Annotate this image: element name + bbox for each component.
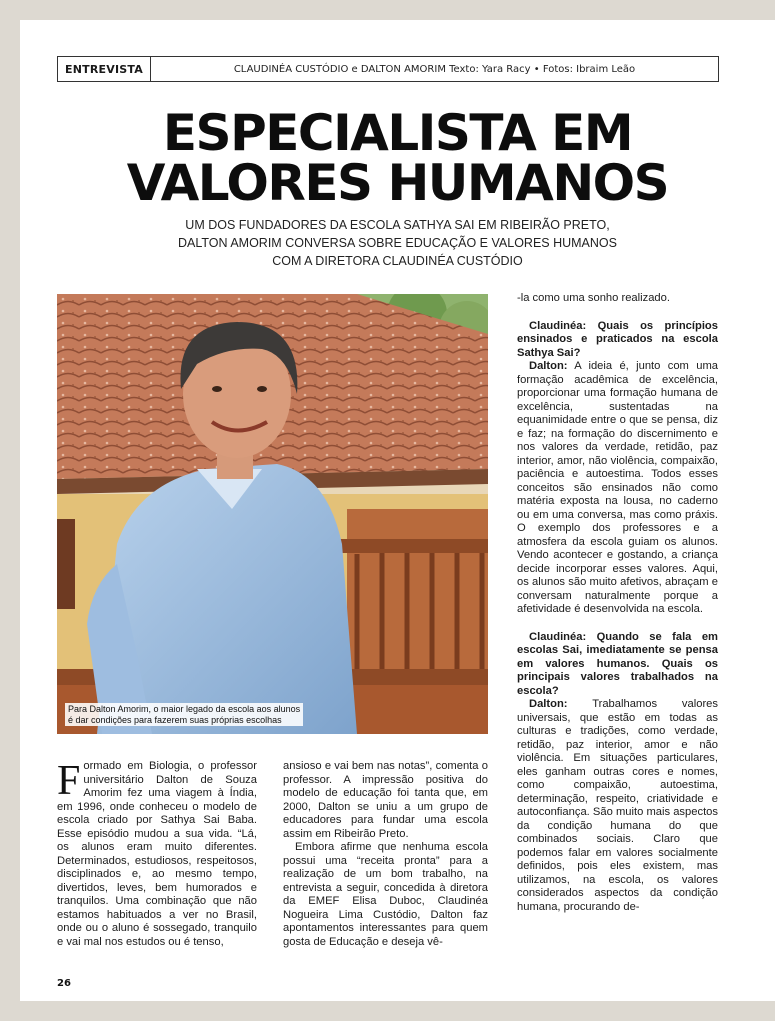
intro-text: ormado em Biologia, o professor universitário Dalton de Souza Amorim fez uma viagem à Índia, em 1996, onde conheceu o modelo de escola criado por Sathya Sai Baba. Esse episódio mudou a sua vida. “Lá, os alunos eram muito diferentes. Determinados, estudiosos, respeitosos, disciplinados e, ao mesmo tempo, divertidos, leves, bem humorados e tranquilos. Uma combinação que não estamos habituados a ver no Brasil, onde ou o aluno é sossegado, tranquilo e vai mal nos estudos ou é tenso,: [57, 760, 257, 948]
deck-line-1: UM DOS FUNDADORES DA ESCOLA SATHYA SAI EM RIBEIRÃO PRETO,: [185, 218, 610, 232]
answer-2-text: Trabalhamos valores universais, que estão em todas as culturas e tradições, como verdade, retidão, paz interior, amor e não violência. Em situações particulares, eles ganham outras cores e nomes, como compaixão, autoestima, determinação, respeito, criatividade e autoconfiança. São muito mais aspectos da condição humana do que combinados sociais. Claro que podemos falar em valores socialmente definidos, pois eles existem, mas utilizamos, na escola, os valores considerados aspectos da condição humana, procurando de-: [517, 698, 718, 913]
magazine-page: [20, 20, 775, 1001]
col2-paragraph-1: ansioso e vai bem nas notas”, comenta o professor. A impressão positiva do modelo de educação foi tanta que, em 2000, Dalton se uniu a um grupo de educadores para fundar uma escola assim em Ribeirão Preto.: [283, 760, 488, 840]
col2-paragraph-2: Embora afirme que nenhuma escola possui uma “receita pronta” para a realização de um bom trabalho, na entrevista a seguir, concedida à diretora da EMEF Elisa Duboc, Claudinéa Nogueira Lima Custódio, Dalton faz apontamentos interessantes para quem gosta de Educação e deseja vê-: [283, 841, 488, 948]
answer-1-text: A ideia é, junto com uma formação acadêmica de excelência, proporcionar uma formação humana de excelência, sustentadas na equanimidade entre o que se pensa, diz e faz; na formação do discernimento e nos valores da verdade, retidão, paz interior, amor, não violência, compaixão, paciência e autoestima. Todos esses conceitos são ensinados não como matéria exposta na lousa, no caderno ou em uma conversa, mas como práxis. O exemplo dos professores e a atmosfera da escola guiam os alunos. Vendo acontecer e gostando, a criança decide incorporar esses valores. Aqui, os alunos são muito afetivos, abraçam e conversam naturalmente porque a afetividade é desenvolvida na escola.: [517, 360, 718, 615]
credits-line: CLAUDINÉA CUSTÓDIO e DALTON AMORIM Texto: Yara Racy • Fotos: Ibraim Leão: [233, 63, 636, 75]
deck-line-2: DALTON AMORIM CONVERSA SOBRE EDUCAÇÃO E VALORES HUMANOS: [178, 236, 617, 250]
answer-2: [517, 698, 718, 914]
section-header: [57, 56, 719, 82]
headline-line-1: ESPECIALISTA EM: [162, 104, 633, 162]
page-number: 26: [57, 978, 71, 989]
deck-line-3: COM A DIRETORA CLAUDINÉA CUSTÓDIO: [272, 254, 523, 268]
body-column-2: [283, 760, 488, 949]
section-label: ENTREVISTA: [58, 57, 151, 81]
photo-caption: [65, 703, 303, 726]
answer-2-speaker: Dalton:: [529, 698, 568, 710]
col3-continuation: -la como uma sonho realizado.: [517, 292, 670, 304]
answer-1: [517, 360, 718, 617]
caption-line-2: é dar condições para fazerem suas próprias escolhas: [68, 714, 282, 725]
caption-line-1: Para Dalton Amorim, o maior legado da escola aos alunos: [68, 704, 301, 714]
headline: [20, 104, 775, 212]
intro-paragraph: [57, 760, 257, 949]
body-column-1: [57, 760, 257, 949]
body-column-3: [517, 292, 718, 914]
question-1: Claudinéa: Quais os princípios ensinados e praticados na escola Sathya Sai?: [517, 319, 718, 359]
deck: [80, 216, 715, 270]
portrait-photo: [57, 294, 488, 734]
answer-1-speaker: Dalton:: [529, 360, 568, 372]
drop-cap: F: [57, 758, 81, 804]
question-2: Claudinéa: Quando se fala em escolas Sai, imediatamente se pensa em valores humanos. Quais os principais valores trabalhados na escola?: [517, 630, 718, 697]
portrait-illustration: [57, 294, 488, 734]
headline-line-2: VALORES HUMANOS: [126, 154, 669, 212]
